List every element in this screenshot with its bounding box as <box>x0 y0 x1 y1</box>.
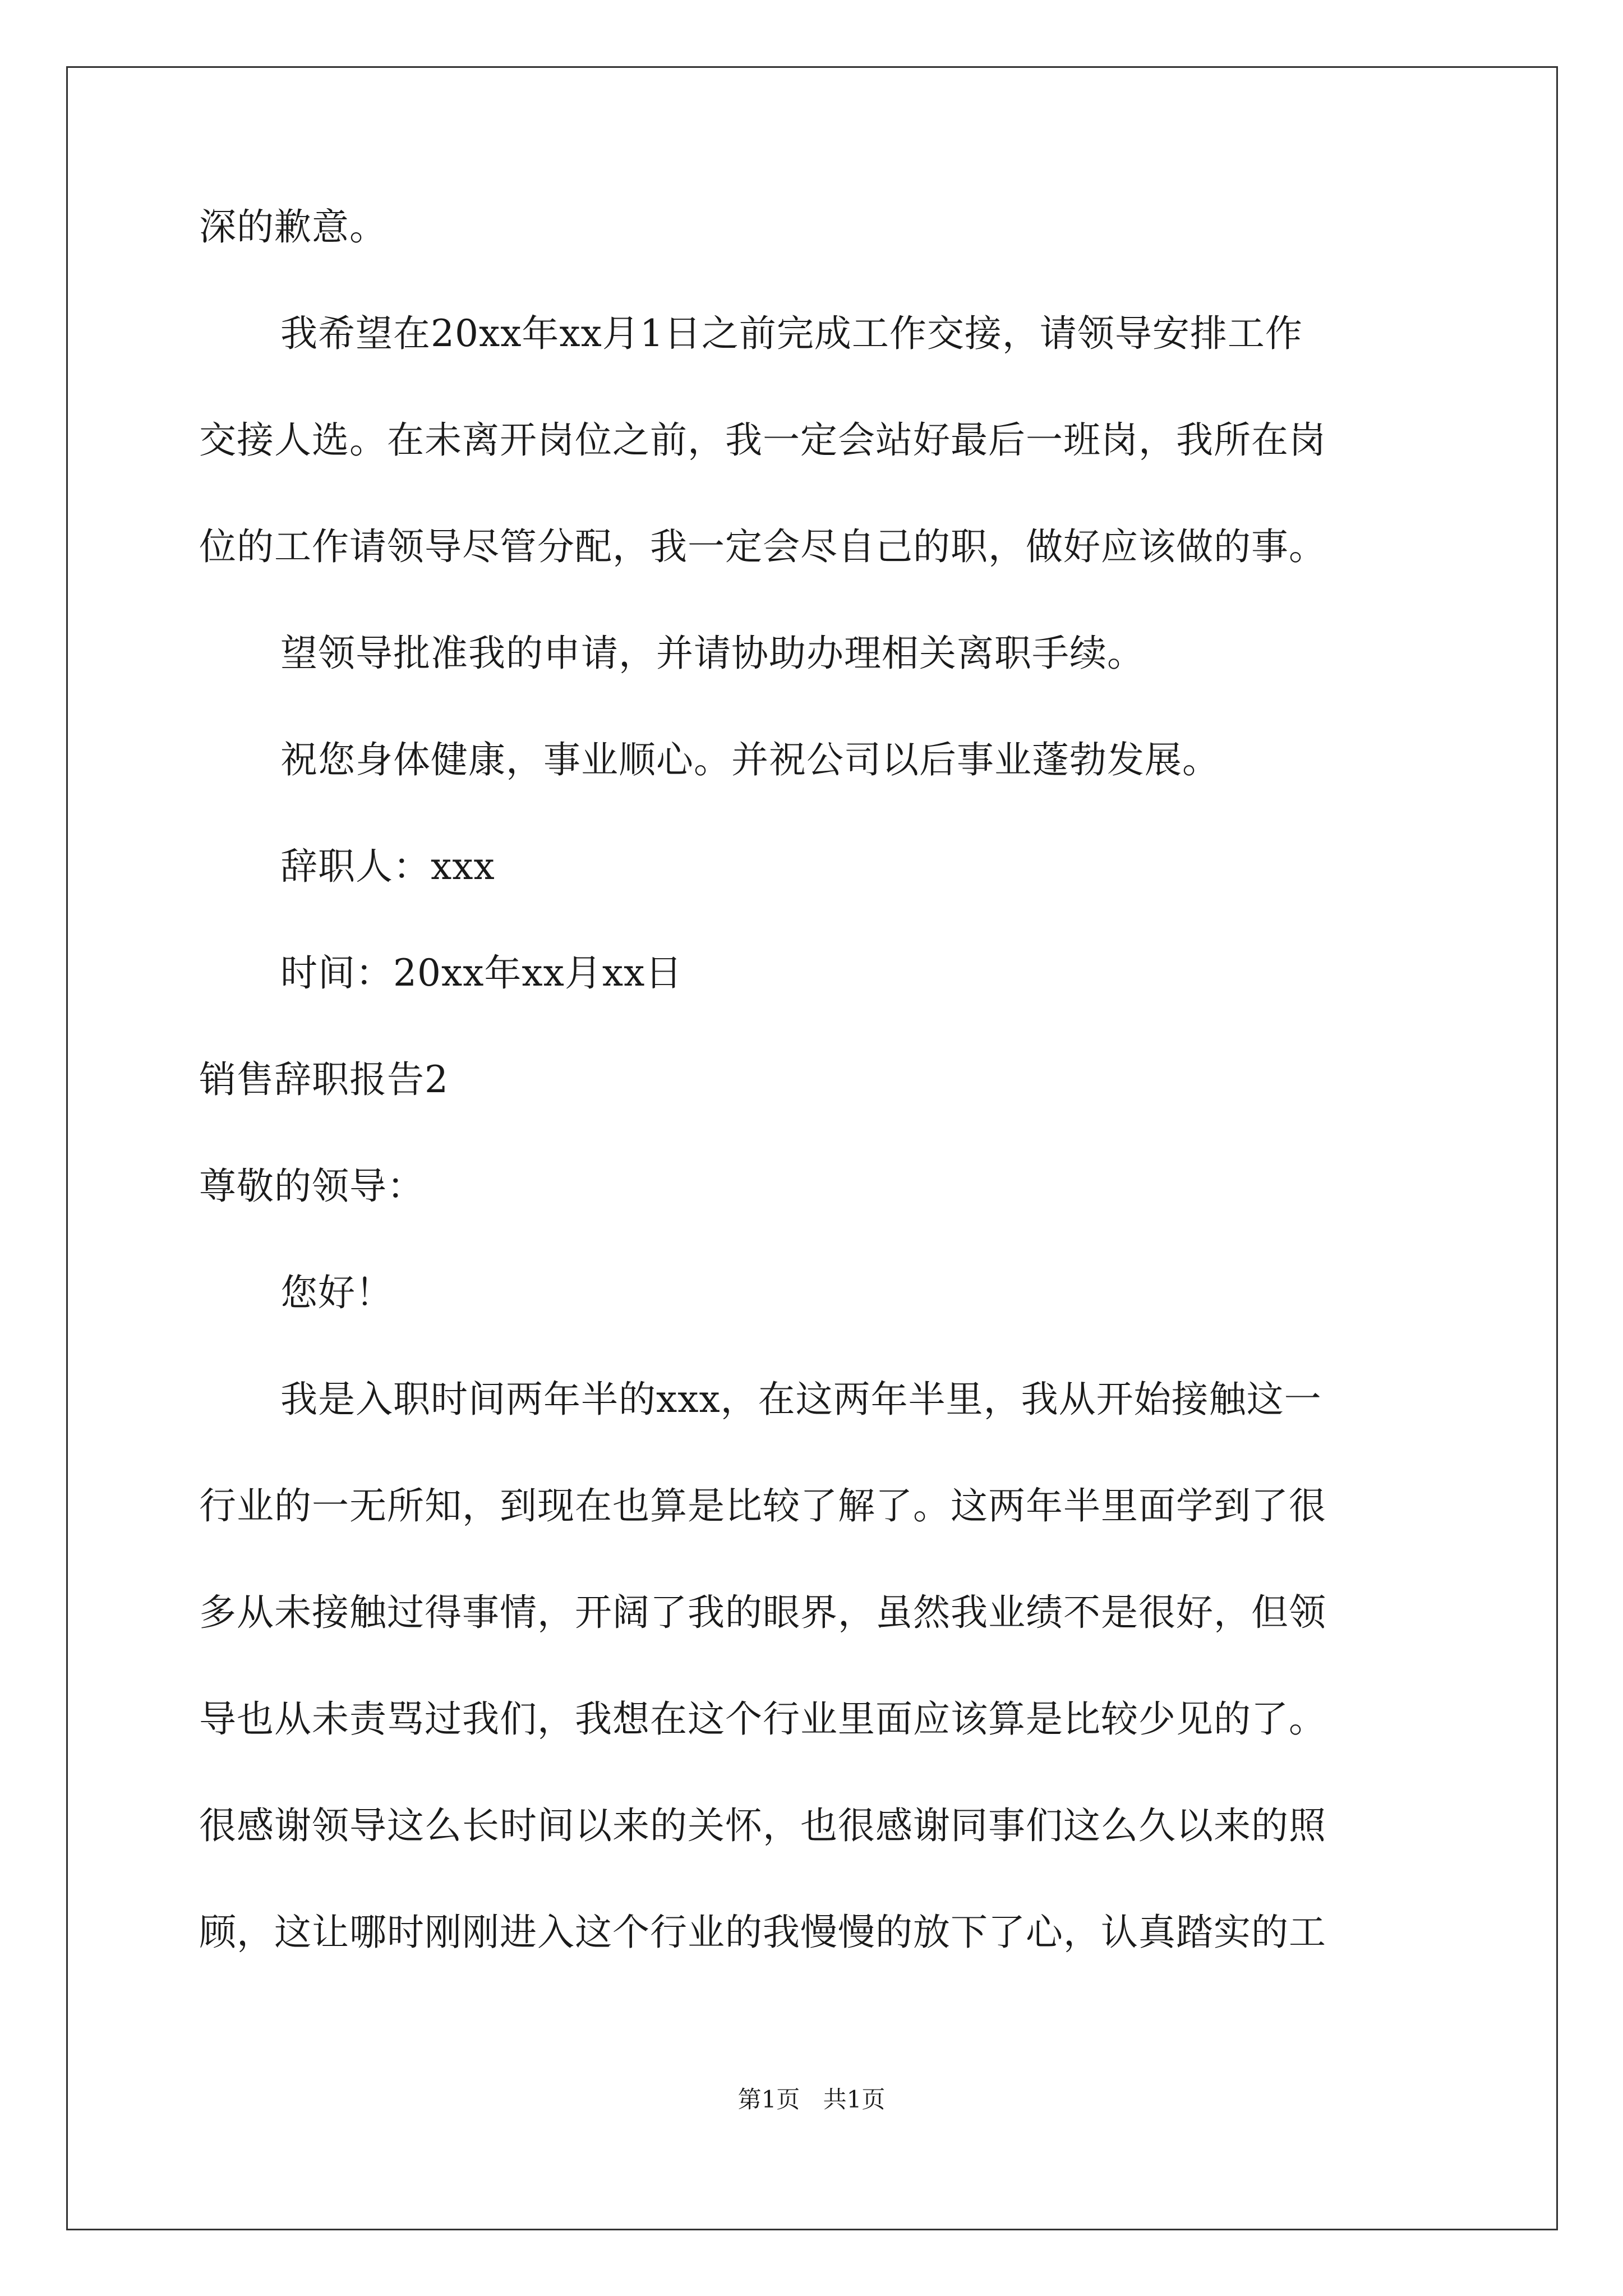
document-body <box>199 205 1433 2021</box>
text-line-16: 很感谢领导这么长时间以来的关怀，也很感谢同事们这么久以来的照 <box>199 1804 1326 1847</box>
text-line-17: 顾，这让哪时刚刚进入这个行业的我慢慢的放下了心，认真踏实的工 <box>199 1911 1326 1954</box>
text-line-15: 导也从未责骂过我们，我想在这个行业里面应该算是比较少见的了。 <box>199 1697 1326 1741</box>
text-line-2: 我希望在20xx年xx月1日之前完成工作交接，请领导安排工作 <box>280 312 1303 355</box>
page-total: 共1页 <box>823 2086 886 2113</box>
signer-line: 辞职人：xxx <box>280 845 495 888</box>
text-line-13: 行业的一无所知，到现在也算是比较了解了。这两年半里面学到了很 <box>199 1484 1326 1527</box>
text-line-4: 位的工作请领导尽管分配，我一定会尽自己的职，做好应该做的事。 <box>199 525 1326 568</box>
text-line-14: 多从未接触过得事情，开阔了我的眼界，虽然我业绩不是很好，但领 <box>199 1591 1326 1634</box>
text-line-3: 交接人选。在未离开岗位之前，我一定会站好最后一班岗，我所在岗 <box>199 418 1326 462</box>
section-title: 销售辞职报告2 <box>199 1058 449 1101</box>
salutation: 尊敬的领导： <box>199 1165 425 1208</box>
text-line-5: 望领导批准我的申请，并请协助办理相关离职手续。 <box>280 632 1145 675</box>
text-line-6: 祝您身体健康，事业顺心。并祝公司以后事业蓬勃发展。 <box>280 738 1220 781</box>
date-line: 时间：20xx年xx月xx日 <box>280 951 683 995</box>
page-footer <box>0 2081 1623 2115</box>
text-line-1: 深的歉意。 <box>199 205 387 249</box>
greeting: 您好！ <box>280 1271 393 1314</box>
page-number: 第1页 <box>737 2086 800 2113</box>
text-line-12: 我是入职时间两年半的xxx，在这两年半里，我从开始接触这一 <box>280 1378 1322 1421</box>
